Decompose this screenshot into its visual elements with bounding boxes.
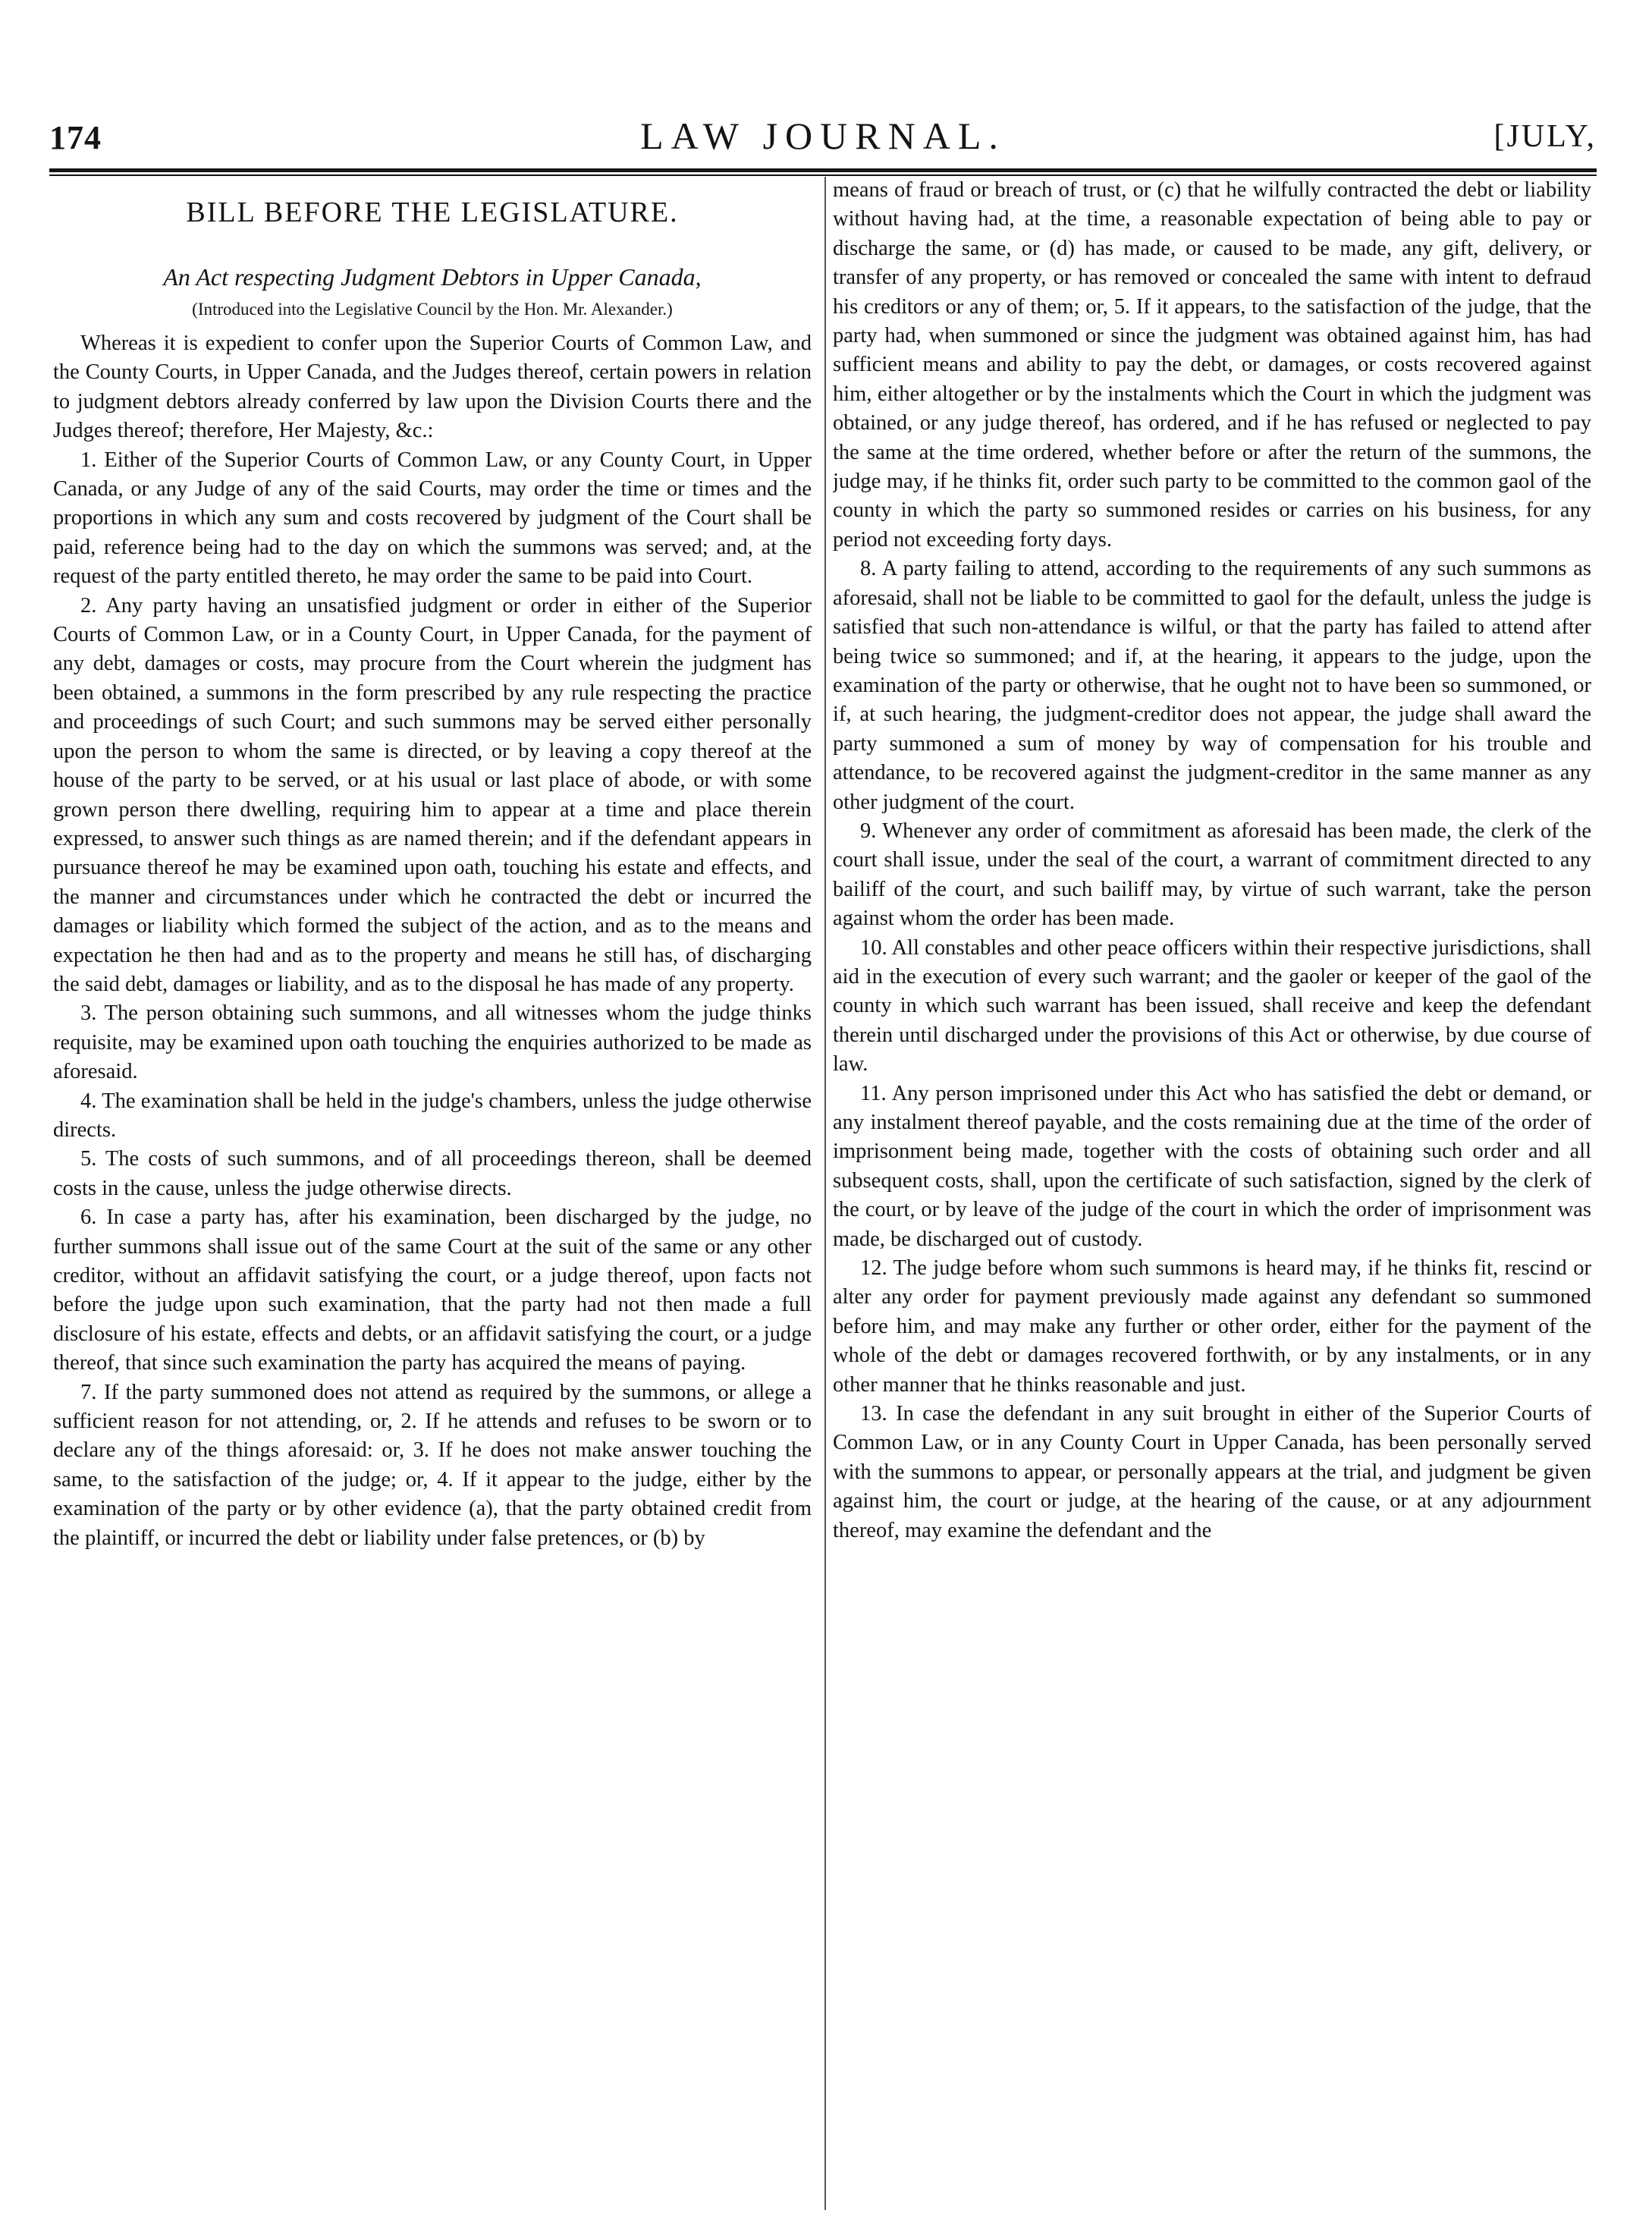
introduction-note: (Introduced into the Legislative Council by the Hon. Mr. Alexander.) (192, 300, 673, 319)
page-number: 174 (49, 119, 102, 156)
section-1-paragraph: 1. Either of the Superior Courts of Common Law, or any County Court, in Upper Canada, or any Judge of any of the said Courts, may order the time or times and the proportions in which any sum and costs recovered by judgment of the Court shall be paid, reference being had to the day on which the summons was served; and, at the request of the party entitled thereto, he may order the same to be paid into Court. (53, 448, 812, 589)
section-2-paragraph: 2. Any party having an unsatisfied judgment or order in either of the Superior Courts of Common Law, or in a County Court, in Upper Canada, for the payment of any debt, damages or costs, may procure from the Court wherein the judgment has been obtained, a summons in the form prescribed by any rule respecting the practice and proceedings of such Court; and such summons may be served either personally upon the person to whom the same is directed, or by leaving a copy thereof at the house of the party to be served, or at his usual or last place of abode, or with some grown person there dwelling, requiring him to appear at a time and place therein expressed, to answer such things as are named therein; and if the defendant appears in pursuance thereof he may be examined upon oath, touching his estate and effects, and the manner and circumstances under which he contracted the debt or incurred the damages or liability which formed the subject of the action, and as to the means and expectation he then had and as to the property and means he still has, of discharging the said debt, damages or liability, and as to the disposal he has made of any property. (53, 593, 812, 996)
page-header (49, 114, 1597, 167)
section-4-paragraph: 4. The examination shall be held in the judge's chambers, unless the judge otherwise directs. (53, 1089, 812, 1142)
bill-heading: BILL BEFORE THE LEGISLATURE. (186, 196, 679, 228)
section-8-paragraph: 8. A party failing to attend, according to the requirements of any such summons as aforesaid, shall not be liable to be committed to gaol for the default, unless the judge is satisfied that such non-attendance is wilful, or that the party has failed to attend after being twice so summoned; and if, at the hearing, it appears to the judge, upon the examination of the party or otherwise, that he ought not to have been so summoned, or if, at such hearing, the judgment-creditor does not appear, the judge shall award the party summoned a sum of money by way of compensation for his trouble and attendance, to be recovered against the judgment-creditor in the same manner as any other judgment of the court. (833, 557, 1591, 814)
column-divider (824, 177, 826, 2210)
issue-month: [JULY, (1493, 119, 1597, 154)
section-5-paragraph: 5. The costs of such summons, and of all proceedings thereon, shall be deemed costs in the cause, unless the judge otherwise directs. (53, 1147, 812, 1200)
section-11-paragraph: 11. Any person imprisoned under this Act who has satisfied the debt or demand, or any instalment thereof payable, and the costs remaining due at the time of the order of imprisonment being made, together with the costs of obtaining such order and all subsequent costs, shall, upon the certificate of such satisfaction, signed by the clerk of the court, or by leave of the judge of the court in which the order of imprisonment was made, be discharged out of custody. (833, 1081, 1591, 1251)
header-rule-thick (49, 168, 1597, 172)
section-7-paragraph: 7. If the party summoned does not attend as required by the summons, or allege a sufficient reason for not attending, or, 2. If he attends and refuses to be sworn or to declare any of the things aforesaid: or, 3. If he does not make answer touching the same, to the satisfaction of the judge; or, 4. If it appear to the judge, either by the examination of the party or by other evidence (a), that the party obtained credit from the plaintiff, or incurred the debt or liability under false pretences, or (b) by (53, 1380, 812, 1550)
preamble-paragraph: Whereas it is expedient to confer upon the Superior Courts of Common Law, and the County Courts, in Upper Canada, and the Judges thereof, certain powers in relation to judgment debtors already conferred by law upon the Division Courts there and the Judges thereof; therefore, Her Majesty, &c.: (53, 332, 812, 443)
act-title: An Act respecting Judgment Debtors in Upper Canada, (163, 263, 702, 291)
section-6-paragraph: 6. In case a party has, after his examination, been discharged by the judge, no further summons shall issue out of the same Court at the suit of the same or any other creditor, without an affidavit satisfying the court, or a judge thereof, upon facts not before the judge upon such examination, that the party had not then made a full disclosure of his estate, effects and debts, or an affidavit satisfying the court, or a judge thereof, that since such examination the party has acquired the means of paying. (53, 1205, 812, 1375)
section-3-paragraph: 3. The person obtaining such summons, and all witnesses whom the judge thinks requisite, may be examined upon oath touching the enquiries authorized to be made as aforesaid. (53, 1001, 812, 1084)
section-10-paragraph: 10. All constables and other peace officers within their respective jurisdictions, shall aid in the execution of every such warrant; and the gaoler or keeper of the gaol of the county in which such warrant has been issued, shall receive and keep the defendant therein until discharged under the provisions of this Act or otherwise, by due course of law. (833, 935, 1591, 1077)
section-13-paragraph: 13. In case the defendant in any suit brought in either of the Superior Courts of Common Law, or in any County Court in Upper Canada, has been personally served with the summons to appear, or personally appears at the trial, and judgment be given against him, the court or judge, at the hearing of the cause, or at any adjournment thereof, may examine the defendant and the (833, 1402, 1591, 1542)
journal-title: LAW JOURNAL. (640, 115, 1006, 157)
right-column (833, 176, 1591, 2217)
section-7-continuation: means of fraud or breach of trust, or (c) that he wilfully contracted the debt or liability without having had, at the time, a reasonable expectation of being able to pay or discharge the same, or (d) has made, or caused to be made, any gift, delivery, or transfer of any property, or has removed or concealed the same with intent to defraud his creditors or any of them; or, 5. If it appears, to the satisfaction of the judge, that the party had, when summoned or since the judgment was obtained against him, has had sufficient means and ability to pay the debt, or damages, or costs recovered against him, either altogether or by the instalments which the Court in which the judgment was obtained, or any judge thereof, has ordered, and if he has refused or neglected to pay the same at the time ordered, whether before or after the return of the summons, the judge may, if he thinks fit, order such party to be committed to the common gaol of the county in which the party so summoned resides or carries on his business, for any period not exceeding forty days. (833, 178, 1591, 552)
section-9-paragraph: 9. Whenever any order of commitment as aforesaid has been made, the clerk of the court shall issue, under the seal of the court, a warrant of commitment directed to any bailiff of the court, and such bailiff may, by virtue of such warrant, take the person against whom the order has been made. (833, 819, 1591, 931)
section-12-paragraph: 12. The judge before whom such summons is heard may, if he thinks fit, rescind or alter any order for payment previously made against any defendant so summoned before him, and may make any further or other order, either for the payment of the whole of the debt or damages recovered forthwith, or by any instalments, or in any other manner that he thinks reasonable and just. (833, 1256, 1591, 1397)
left-column (53, 176, 812, 2217)
